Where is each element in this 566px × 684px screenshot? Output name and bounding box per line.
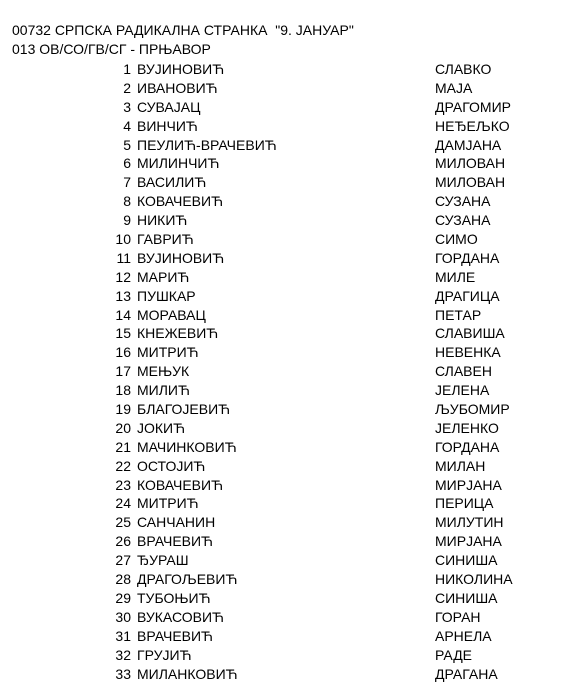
candidate-row	[0, 627, 566, 646]
candidate-surname: КОВАЧЕВИЋ	[137, 476, 224, 493]
candidate-surname: ВИНЧИЋ	[137, 117, 198, 134]
candidate-number: 32	[115, 646, 131, 663]
candidate-row	[0, 79, 566, 98]
candidate-number: 13	[115, 287, 131, 304]
candidate-first-name: МИРЈАНА	[435, 533, 502, 550]
candidate-row	[0, 551, 566, 570]
candidate-number: 16	[115, 344, 131, 361]
candidate-row	[0, 476, 566, 495]
candidate-surname: КНЕЖЕВИЋ	[137, 325, 219, 342]
candidate-first-name: МИЛУТИН	[435, 514, 504, 531]
candidate-first-name: СИНИША	[435, 552, 498, 569]
candidate-number: 9	[123, 212, 131, 229]
candidate-number: 1	[123, 61, 131, 77]
candidate-number: 15	[115, 325, 131, 342]
candidate-row	[0, 608, 566, 627]
candidate-surname: БЛАГОЈЕВИЋ	[137, 401, 231, 418]
candidate-first-name: СЛАВКО	[435, 61, 492, 77]
candidate-first-name: НЕЂЕЉКО	[435, 117, 510, 134]
candidate-row	[0, 589, 566, 608]
candidate-row	[0, 419, 566, 438]
candidate-row	[0, 362, 566, 381]
candidate-row	[0, 306, 566, 325]
candidate-row	[0, 60, 566, 79]
candidate-surname: ГРУЈИЋ	[137, 646, 192, 663]
candidate-first-name: МИРЈАНА	[435, 476, 502, 493]
candidate-row	[0, 287, 566, 306]
candidate-row	[0, 192, 566, 211]
candidate-number: 33	[115, 665, 131, 682]
candidate-number: 6	[123, 155, 131, 172]
candidate-surname: ВУЈИНОВИЋ	[137, 61, 225, 77]
candidate-number: 25	[115, 514, 131, 531]
candidate-row	[0, 154, 566, 173]
candidate-row	[0, 136, 566, 155]
candidate-surname: МОРАВАЦ	[137, 306, 206, 323]
candidate-first-name: МАЈА	[435, 79, 473, 96]
candidate-surname: МИЛИЋ	[137, 382, 190, 399]
candidate-row	[0, 117, 566, 136]
candidate-first-name: ДРАГИЦА	[435, 287, 500, 304]
candidate-first-name: НИКОЛИНА	[435, 571, 513, 588]
candidate-first-name: РАДЕ	[435, 646, 473, 663]
candidate-surname: ГАВРИЋ	[137, 231, 194, 248]
candidate-row	[0, 343, 566, 362]
candidate-first-name: ЈЕЛЕНКО	[435, 419, 499, 436]
candidate-first-name: МИЛОВАН	[435, 174, 506, 191]
candidate-first-name: АРНЕЛА	[435, 627, 492, 644]
candidate-row	[0, 494, 566, 513]
candidate-number: 22	[115, 457, 131, 474]
candidate-row	[0, 268, 566, 287]
candidate-surname: МИЛАНКОВИЋ	[137, 665, 238, 682]
candidate-surname: ВУКАСОВИЋ	[137, 608, 225, 625]
candidate-surname: МИЛИНЧИЋ	[137, 155, 220, 172]
candidate-surname: ДРАГОЉЕВИЋ	[137, 571, 238, 588]
candidate-surname: ВРАЧЕВИЋ	[137, 627, 214, 644]
candidate-row	[0, 665, 566, 684]
candidate-first-name: ЉУБОМИР	[435, 401, 510, 418]
candidate-row	[0, 381, 566, 400]
candidate-number: 5	[123, 136, 131, 153]
candidate-first-name: ДАМЈАНА	[435, 136, 502, 153]
candidate-first-name: ЈЕЛЕНА	[435, 382, 490, 399]
candidate-row	[0, 513, 566, 532]
candidate-row	[0, 249, 566, 268]
candidate-surname: ОСТОЈИЋ	[137, 457, 206, 474]
candidate-row	[0, 457, 566, 476]
candidate-first-name: СЛАВЕН	[435, 363, 492, 380]
candidate-first-name: ДРАГОМИР	[435, 98, 511, 115]
candidate-first-name: МИЛАН	[435, 457, 486, 474]
candidate-surname: ЂУРАШ	[137, 552, 189, 569]
candidate-surname: КОВАЧЕВИЋ	[137, 193, 224, 210]
candidate-row	[0, 211, 566, 230]
candidate-row	[0, 400, 566, 419]
candidate-first-name: ДРАГАНА	[435, 665, 498, 682]
candidate-first-name: ГОРДАНА	[435, 249, 500, 266]
candidate-surname: ЈОКИЋ	[137, 419, 186, 436]
candidate-number: 27	[115, 552, 131, 569]
candidate-surname: ВРАЧЕВИЋ	[137, 533, 214, 550]
candidate-number: 3	[123, 98, 131, 115]
party-title: 00732 СРПСКА РАДИКАЛНА СТРАНКА "9. ЈАНУАР"	[12, 22, 354, 38]
candidate-surname: МАЧИНКОВИЋ	[137, 438, 237, 455]
candidate-row	[0, 98, 566, 117]
candidate-number: 28	[115, 571, 131, 588]
candidate-number: 20	[115, 419, 131, 436]
candidate-row	[0, 173, 566, 192]
candidate-surname: СУВАЈАЦ	[137, 98, 201, 115]
candidate-number: 17	[115, 363, 131, 380]
candidate-surname: МИТРИЋ	[137, 344, 199, 361]
candidate-number: 26	[115, 533, 131, 550]
candidate-first-name: СИНИША	[435, 589, 498, 606]
candidate-number: 7	[123, 174, 131, 191]
constituency-title: 013 ОВ/СО/ГВ/СГ - ПРЊАВОР	[12, 41, 211, 57]
candidate-surname: МЕЊУК	[137, 363, 190, 380]
candidate-first-name: СУЗАНА	[435, 193, 491, 210]
candidate-number: 11	[116, 249, 131, 266]
candidate-surname: ВАСИЛИЋ	[137, 174, 207, 191]
candidate-first-name: МИЛОВАН	[435, 155, 506, 172]
candidate-row	[0, 532, 566, 551]
candidate-number: 24	[115, 495, 131, 512]
candidate-first-name: МИЛЕ	[435, 268, 476, 285]
candidate-first-name: СИМО	[435, 231, 478, 248]
candidate-row	[0, 570, 566, 589]
candidate-number: 31	[115, 627, 131, 644]
candidate-row	[0, 438, 566, 457]
candidate-number: 12	[115, 268, 131, 285]
candidate-first-name: ПЕТАР	[435, 306, 482, 323]
candidate-number: 4	[123, 117, 131, 134]
candidate-number: 19	[115, 401, 131, 418]
candidate-surname: САНЧАНИН	[137, 514, 216, 531]
candidate-row	[0, 646, 566, 665]
candidate-surname: ВУЈИНОВИЋ	[137, 249, 225, 266]
candidate-surname: ПУШКАР	[137, 287, 196, 304]
candidate-number: 10	[115, 231, 131, 248]
candidate-row	[0, 230, 566, 249]
candidate-first-name: СЛАВИША	[435, 325, 505, 342]
candidate-surname: ПЕУЛИЋ-ВРАЧЕВИЋ	[137, 136, 277, 153]
candidate-surname: МИТРИЋ	[137, 495, 199, 512]
candidate-number: 21	[115, 438, 131, 455]
candidate-surname: МАРИЋ	[137, 268, 190, 285]
candidate-surname: НИКИЋ	[137, 212, 188, 229]
candidate-list	[0, 60, 566, 683]
candidate-number: 14	[115, 306, 131, 323]
candidate-number: 8	[123, 193, 131, 210]
candidate-first-name: ГОРДАНА	[435, 438, 500, 455]
candidate-number: 18	[115, 382, 131, 399]
candidate-first-name: СУЗАНА	[435, 212, 491, 229]
candidate-surname: ИВАНОВИЋ	[137, 79, 218, 96]
candidate-first-name: ГОРАН	[435, 608, 481, 625]
candidate-first-name: ПЕРИЦА	[435, 495, 494, 512]
candidate-row	[0, 324, 566, 343]
candidate-number: 2	[123, 79, 131, 96]
candidate-first-name: НЕВЕНКА	[435, 344, 501, 361]
candidate-number: 29	[115, 589, 131, 606]
candidate-number: 23	[115, 476, 131, 493]
candidate-number: 30	[115, 608, 131, 625]
candidate-surname: ТУБОЊИЋ	[137, 589, 211, 606]
